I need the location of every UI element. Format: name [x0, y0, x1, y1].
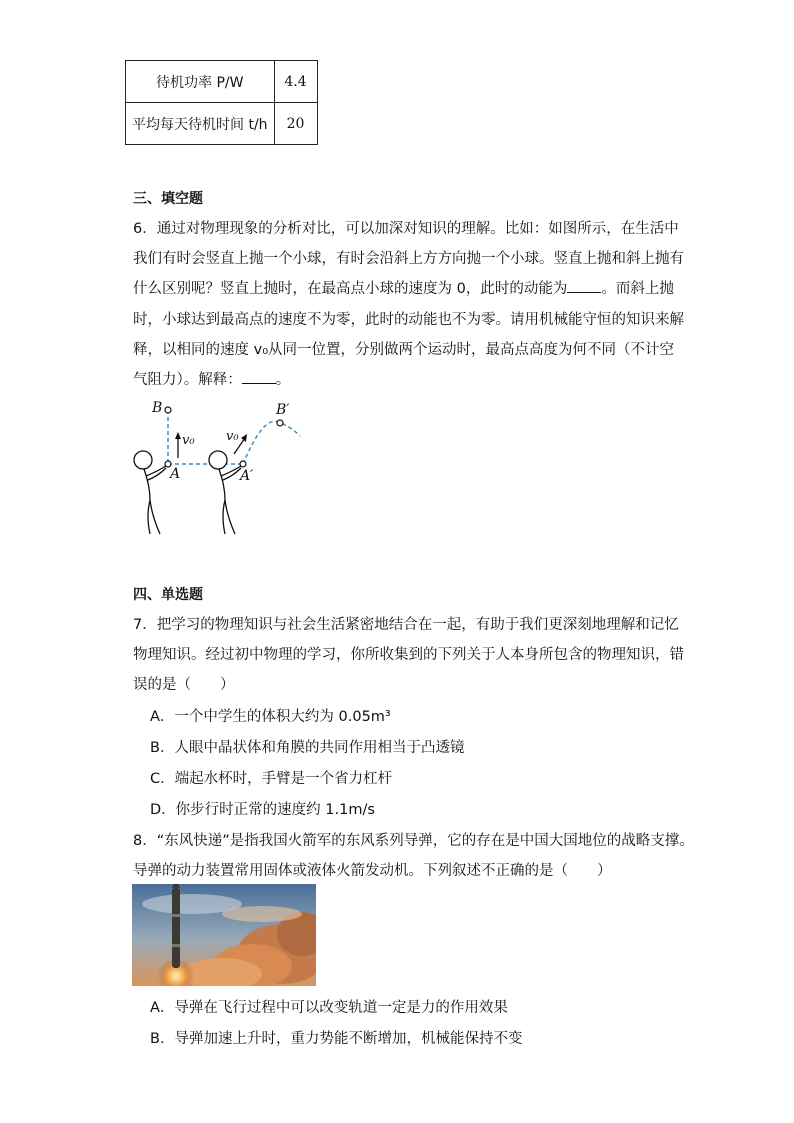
- question-line: 释，以相同的速度 v₀从同一位置，分别做两个运动时，最高点高度为何不同（不计空: [133, 342, 674, 358]
- answer-blank: [567, 278, 601, 293]
- question-text: 气阻力）。解释：: [133, 372, 242, 388]
- question-line: 我们有时会竖直上抛一个小球，有时会沿斜上方方向抛一个小球。竖直上抛和斜上抛有: [133, 251, 684, 267]
- option-a: A．导弹在飞行过程中可以改变轨道一定是力的作用效果: [150, 1000, 508, 1016]
- label-b-prime: B′: [276, 402, 290, 418]
- missile-launch-image: [132, 884, 316, 986]
- question-line: 导弹的动力装置常用固体或液体火箭发动机。下列叙述不正确的是（ ）: [133, 863, 612, 879]
- person-head-icon: [209, 451, 227, 469]
- question-line: 物理知识。经过初中物理的学习，你所收集到的下列关于人本身所包含的物理知识，错: [133, 647, 684, 663]
- option-c: C．端起水杯时，手臂是一个省力杠杆: [150, 771, 393, 787]
- option-d: D．你步行时正常的速度约 1.1m/s: [150, 802, 375, 818]
- label-a: A: [170, 466, 181, 482]
- oblique-path: [243, 421, 300, 464]
- question-line: 6．通过对物理现象的分析对比，可以加深对知识的理解。比如：如图所示，在生活中: [133, 221, 679, 237]
- arrow-head-icon: [175, 432, 181, 439]
- person-body-icon: [219, 466, 241, 534]
- person-head-icon: [134, 451, 152, 469]
- label-v0: v₀: [182, 433, 195, 448]
- table-row: [126, 61, 318, 103]
- question-line: [133, 277, 674, 298]
- label-a-prime: A′: [240, 468, 254, 484]
- question-line: 误的是（ ）: [133, 677, 235, 693]
- table-cell-value: 20: [274, 103, 317, 145]
- question-line: [133, 368, 290, 389]
- table-cell-value: 4.4: [274, 61, 317, 103]
- section-title: 四、单选题: [133, 587, 203, 603]
- answer-blank: [242, 369, 276, 384]
- option-b: B．人眼中晶状体和角膜的共同作用相当于凸透镜: [150, 740, 465, 756]
- option-b: B．导弹加速上升时，重力势能不断增加，机械能保持不变: [150, 1031, 523, 1047]
- table-row: [126, 103, 318, 145]
- option-a: A．一个中学生的体积大约为 0.05m³: [150, 709, 391, 725]
- label-b: B: [152, 400, 163, 416]
- table-cell-label: 平均每天待机时间 t/h: [126, 103, 275, 145]
- section-title: 三、填空题: [133, 191, 203, 207]
- question-text: 。: [275, 372, 291, 388]
- point-b: [165, 407, 171, 413]
- question-line: 8．“东风快递”是指我国火箭军的东风系列导弹，它的存在是中国大国地位的战略支撑。: [133, 833, 694, 849]
- arrow-head-icon: [241, 434, 247, 442]
- question-text: 。而斜上抛: [601, 281, 674, 297]
- question-text: 什么区别呢？竖直上抛时，在最高点小球的速度为 0，此时的动能为: [133, 281, 568, 297]
- table-cell-label: 待机功率 P/W: [126, 61, 275, 103]
- label-v0: v₀: [226, 429, 239, 444]
- person-body-icon: [144, 466, 166, 534]
- throw-diagram: [128, 396, 308, 538]
- question-line: 7．把学习的物理知识与社会生活紧密地结合在一起，有助于我们更深刻地理解和记忆: [133, 617, 679, 633]
- point-b-prime: [277, 420, 283, 426]
- question-line: 时，小球达到最高点的速度不为零，此时的动能也不为零。请用机械能守恒的知识来解: [133, 312, 684, 328]
- parameter-table: [125, 60, 318, 145]
